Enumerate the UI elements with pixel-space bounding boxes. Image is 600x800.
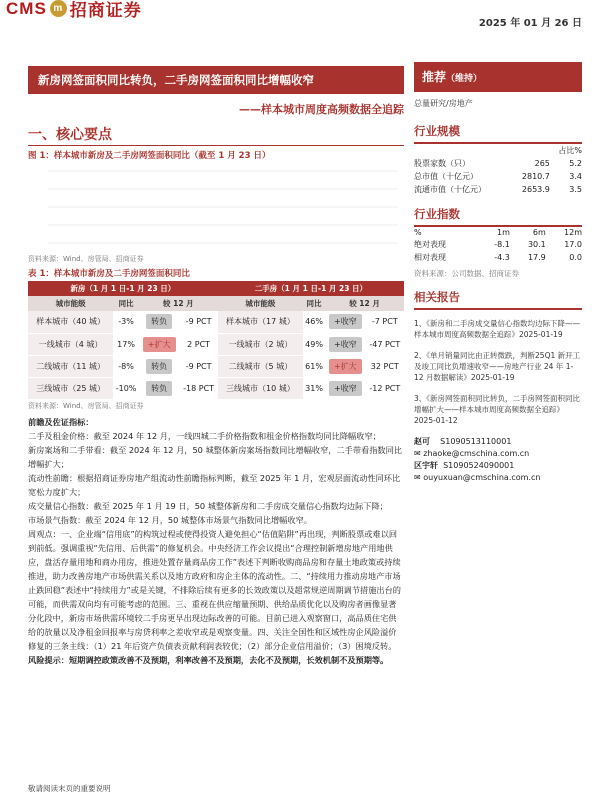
table-row (28, 377, 404, 399)
status-tag: 转负 (146, 314, 172, 329)
report-subtitle: ——样本城市周度高频数据全追踪 (239, 103, 404, 116)
sidebar (414, 62, 582, 484)
tag-cell (325, 333, 366, 355)
diff: 32 PCT (366, 355, 404, 377)
city-tier: 样本城市（40 城） (28, 311, 113, 333)
yoy: 46% (303, 311, 325, 333)
status-tag: +收窄 (329, 381, 362, 396)
figure-1-chart (28, 163, 404, 253)
cell: 17.0 (564, 240, 582, 249)
city-tier: 一线城市（4 城） (28, 333, 113, 355)
main-content (28, 124, 404, 667)
table-body (28, 311, 404, 399)
tag-cell (139, 355, 180, 377)
status-tag: +收窄 (329, 337, 362, 352)
tag-cell (325, 377, 366, 399)
cell: 265 (534, 159, 550, 168)
paragraph: 风险提示：短期调控政策改善不及预期，利率改善不及预期，去化不及预期，长效机制不及预期等。 (28, 654, 389, 665)
perf-title: 行业指数 (414, 206, 582, 227)
city-tier: 二线城市（11 城） (28, 355, 113, 377)
tag-cell (139, 333, 180, 355)
status-tag: 转负 (146, 381, 172, 396)
report-item[interactable]: 3、《新房网签面积同比转负，二手房网签面积同比增幅扩大——样本城市周度高频数据全追踪》2025-01-12 (414, 394, 581, 425)
paragraph: 周观点：一、企业端“信用底”的构筑过程或使得投资人避免担心“估值陷阱”再出现，判断股票或难以回到前低。强调重视“先信用、后供需”的修复机会。中央经济工作会议提出“合理控制新增房地产用地供应，盘活存量用地和商办用房，推进处置存量商品房工作”表述下判断收购商品房和存量土地政策或持续推进，助力改善房地产市场供需关系以及地方政府和房企主体的流动性。二、“持续用力推动房地产市场止跌回稳”表述中“持续用力”或是关键，不排除后续有更多的长效政策以及超常规逆周期调节措施出台的可能，而供需双向均有可能考虑的范围。三、重视在供应缩量预期、供给品质优化以及购房者画像显著分化段中，新房市场供需环境较二手房更早出现边际改善的可能。目前已进入观察窗口，高品质住宅供给的放量以及净租金回报率与房贷利率之差收窄或是观察变量。四、关注全国性和区域性房企风险溢价修复的三条主线：（1）21 年后资产负债表贡献利润表较优；（2）部分企业信用溢价；（3）困境反转。 (28, 528, 401, 651)
pct-header: 占比% (558, 146, 582, 155)
table-1-title: 表 1：样本城市新房及二手房网签面积同比 (28, 269, 190, 279)
perf-table (414, 227, 582, 264)
diff: -47 PCT (366, 333, 404, 355)
city-tier: 一线城市（2 城） (218, 333, 303, 355)
report-item[interactable]: 1、《新房和二手房成交量信心指数均边际下降——样本城市周度高频数据全追踪》2025-01-19 (414, 319, 581, 339)
tag-cell (325, 311, 366, 333)
report-item[interactable]: 2、《单月销量同比由正转微跌，判断25Q1 新开工及竣工同比负增速收窄——房地产行业 24 年 1-12 月数据解读》2025-01-19 (414, 351, 581, 382)
table-row (28, 355, 404, 377)
industry-data-table (414, 144, 582, 196)
tag-cell (139, 377, 180, 399)
paragraph: 市场景气指数：截至 2024 年 12 月，50 城整体市场景气指数同比增幅收窄。 (28, 514, 312, 525)
report-date: 2025 年 01 月 26 日 (478, 18, 582, 29)
col-header: 同比 (303, 296, 325, 311)
analyst-name: 赵可 (414, 437, 430, 446)
diff: -7 PCT (366, 311, 404, 333)
logo-emblem-icon: m (50, 0, 67, 17)
cell: 1m (497, 228, 510, 237)
cell: 2810.7 (521, 172, 550, 181)
rating-label: 推荐 (422, 70, 447, 84)
analyst-id: S1090524090001 (443, 461, 515, 470)
diff: -12 PCT (366, 377, 404, 399)
city-tier: 样本城市（17 城） (218, 311, 303, 333)
yoy: -8% (113, 355, 139, 377)
cell: -8.1 (494, 240, 510, 249)
rating-badge (414, 62, 582, 92)
paragraph: 二手及租金价格：截至 2024 年 12 月，一线四城二手价格指数和租金价格指数均同比降幅收窄； (28, 430, 381, 441)
industry-data-title: 行业规模 (414, 123, 582, 144)
brand-logo (6, 0, 142, 21)
col-header: 较 12 月 (325, 296, 404, 311)
new-header: 新房（1 月 1 日-1 月 23 日） (28, 281, 218, 296)
cell: 6m (532, 228, 546, 237)
tag-cell (325, 355, 366, 377)
cell: -4.3 (494, 253, 510, 262)
cell: 12m (564, 228, 582, 237)
col-header: 较 12 月 (139, 296, 218, 311)
yoy: -10% (113, 377, 139, 399)
analyst-name: 区宇轩 (414, 461, 438, 470)
body-text (28, 415, 404, 667)
table-row (28, 333, 404, 355)
footer-note: 敬请阅读末页的重要说明 (28, 784, 111, 793)
cell: % (414, 228, 422, 237)
cell: 30.1 (527, 240, 546, 249)
mail-icon: ✉ (414, 473, 421, 482)
diff: 2 PCT (179, 333, 217, 355)
cell: 5.2 (569, 159, 582, 168)
logo-en: CMS (6, 0, 47, 18)
mail-icon: ✉ (414, 449, 421, 458)
status-tag: 转负 (146, 359, 172, 374)
cell: 0.0 (569, 253, 582, 262)
perf-source: 资料来源：公司数据、招商证券 (414, 269, 519, 278)
cell: 3.4 (569, 172, 582, 181)
yoy: 17% (113, 333, 139, 355)
reports-list (414, 318, 582, 426)
cell: 绝对表现 (414, 240, 446, 249)
reports-title: 相关报告 (414, 289, 582, 310)
paragraph: 新房案场和二手带看：截至 2024 年 12 月，50 城整体新房案场指数同比增幅收窄，二手带看指数同比增幅扩大； (28, 444, 402, 469)
cell: 2653.9 (521, 185, 550, 194)
paragraph: 成交量信心指数：截至 2025 年 1 月 19 日，50 城整体新房和二手房成交量信心指数均边际下降； (28, 500, 388, 511)
analyst-email[interactable]: ouyuxuan@cmschina.com.cn (423, 473, 541, 482)
chart-svg (28, 163, 404, 253)
col-header: 同比 (113, 296, 139, 311)
section-heading: 一、核心要点 (28, 124, 404, 146)
status-tag: +收窄 (329, 314, 362, 329)
yoy: 31% (303, 377, 325, 399)
industry-label: 总量研究/房地产 (414, 99, 473, 108)
diff: -9 PCT (179, 355, 217, 377)
city-tier: 三线城市（10 城） (218, 377, 303, 399)
second-header: 二手房（1 月 1 日-1 月 23 日） (218, 281, 404, 296)
cell: 股票家数（只） (414, 159, 470, 168)
cell: 流通市值（十亿元） (414, 185, 486, 194)
table-1 (28, 281, 404, 400)
tag-cell (139, 311, 180, 333)
cell: 3.5 (569, 185, 582, 194)
analyst-email[interactable]: zhaoke@cmschina.com.cn (423, 449, 530, 458)
col-header: 城市能级 (218, 296, 303, 311)
status-tag: +扩大 (143, 337, 176, 352)
table-row (28, 311, 404, 333)
city-tier: 二线城市（5 城） (218, 355, 303, 377)
city-tier: 三线城市（25 城） (28, 377, 113, 399)
cell: 17.9 (527, 253, 546, 262)
rating-sub: （维持） (446, 74, 483, 84)
status-tag: +扩大 (329, 359, 362, 374)
report-title: 新房网签面积同比转负，二手房网签面积同比增幅收窄 (28, 66, 404, 94)
logo-cn: 招商证券 (69, 1, 142, 20)
contacts (414, 436, 582, 484)
diff: -9 PCT (179, 311, 217, 333)
yoy: 61% (303, 355, 325, 377)
cell: 总市值（十亿元） (414, 172, 478, 181)
cell: 相对表现 (414, 253, 446, 262)
paragraph: 流动性前瞻：根据招商证券房地产组流动性前瞻指标判断，截至 2025 年 1 月，宏观层面流动性同环比宽松力度扩大； (28, 472, 401, 497)
page-header (0, 0, 600, 30)
yoy: 49% (303, 333, 325, 355)
paragraph: 前瞻及佐证指标： (28, 416, 94, 427)
figure-1-title: 图 1：样本城市新房及二手房网签面积同比（截至 1 月 23 日） (28, 151, 271, 161)
analyst-id: S1090513110001 (440, 437, 512, 446)
figure-1-source: 资料来源：Wind、房管局、招商证券 (28, 255, 144, 263)
table-1-source: 资料来源：Wind、房管局、招商证券 (28, 401, 144, 410)
col-header: 城市能级 (28, 296, 113, 311)
diff: -18 PCT (179, 377, 217, 399)
yoy: -3% (113, 311, 139, 333)
